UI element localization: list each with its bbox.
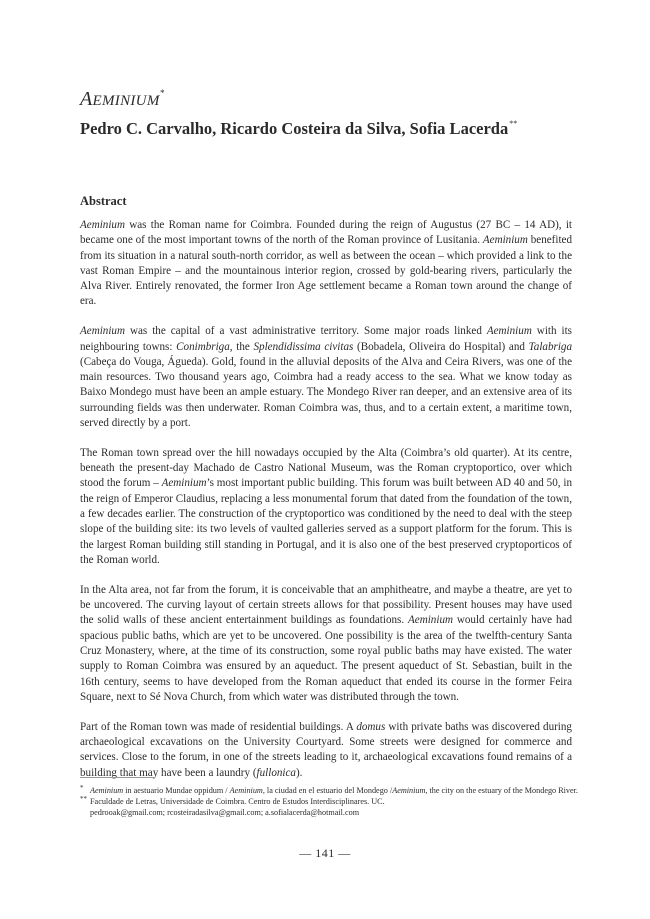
footnote-1-mark: *: [80, 784, 84, 792]
footnote-1: * Aeminium in aestuario Mundae oppidum / Aeminium, la ciudad en el estuario del Mondego /Aeminium, the city on the estuary of the Mondego River.: [80, 784, 578, 795]
title-initial: A: [80, 88, 93, 110]
footnote-2-mark: **: [80, 795, 87, 804]
footnote-2: [80, 796, 580, 818]
footnotes: [80, 785, 580, 819]
abstract-paragraph-4: In the Alta area, not far from the forum, it is conceivable that an amphitheatre, and maybe a theatre, are yet to be uncovered. The curving layout of certain streets allows for that possibility. Present houses may have used the solid walls of these ancient entertainment buildings as foundations. Aeminium would certainly have had spacious public baths, which are yet to be uncovered. One possibility is the area of the twelfth-century Santa Cruz Monastery, where, at the time of its construction, some royal public baths may have existed. The water supply to Roman Coimbra was ensured by an aqueduct. The present aqueduct of St. Sebastian, built in the 16th century, seems to have developed from the Roman aqueduct that ended its course in the former Feira Square, next to Sé Nova Church, from which water was distributed through the town.: [80, 583, 572, 703]
title-footnote-marker: *: [159, 88, 165, 98]
title-rest: EMINIUM: [92, 93, 160, 109]
article-title: [80, 88, 164, 111]
abstract-paragraph-5: Part of the Roman town was made of residential buildings. A domus with private baths was discovered during archaeological excavations on the University Courtyard. Some streets were designed for commerce and services. Close to the forum, in one of the streets leading to it, archaeological excavations found remains of a building that may have been a laundry (fullonica).: [80, 720, 572, 779]
author-list: [80, 119, 517, 139]
footnote-separator: [80, 777, 155, 778]
footnote-2-affiliation: Faculdade de Letras, Universidade de Coimbra. Centro de Estudos Interdisciplinares. UC.: [90, 797, 385, 807]
author-footnote-marker: **: [509, 119, 518, 128]
abstract-heading: Abstract: [80, 194, 127, 208]
abstract-paragraph-1: Aeminium was the Roman name for Coimbra. Founded during the reign of Augustus (27 BC – 14 AD), it became one of the most important towns of the north of the Roman province of Lusitania. Aeminium benefited from its situation in a natural south-north corridor, as well as between the ocean – which provided a link to the vast Roman Empire – and the mountainous interior region, crossed by gold-bearing rivers, particularly the Alva River. Entirely renovated, the former Iron Age settlement became a Roman town around the change of era.: [80, 219, 572, 308]
footnote-2-emails: pedrooak@gmail.com; rcosteiradasilva@gmail.com; a.sofialacerda@hotmail.com: [90, 808, 360, 818]
abstract-paragraph-2: Aeminium was the capital of a vast administrative territory. Some major roads linked Aeminium with its neighbouring towns: Conimbriga, the Splendidissima civitas (Bobadela, Oliveira do Hospital) and Talabriga (Cabeça do Vouga, Águeda). Gold, found in the alluvial deposits of the Alva and Ceira Rivers, was one of the main resources. Two thousand years ago, Coimbra had a ready access to the sea. What we know today as Baixo Mondego must have been an ample estuary. The Mondego River ran deeper, and an extensive area of its surrounding fields was then underwater. Roman Coimbra was, thus, and to a certain extent, a maritime town, served directly by a port.: [80, 325, 572, 430]
abstract-body: [80, 218, 572, 795]
page-number: — 141 —: [299, 846, 351, 860]
abstract-paragraph-3: The Roman town spread over the hill nowadays occupied by the Alta (Coimbra’s old quarter). At its centre, beneath the present-day Machado de Castro National Museum, was the Roman cryptoportico, over which stood the forum – Aeminium’s most important public building. This forum was built between AD 40 and 50, in the reign of Emperor Claudius, replacing a less monumental forum that dated from the foundation of the town, a few decades earlier. The construction of the cryptoportico was conditioned by the need to deal with the steep slope of the building site: its two levels of vaulted galleries served as a support platform for the forum. This is the largest Roman building still standing in Portugal, and it is also one of the best preserved cryptoporticos of the Roman world.: [80, 446, 572, 566]
author-names: Pedro C. Carvalho, Ricardo Costeira da Silva, Sofia Lacerda: [80, 119, 509, 138]
